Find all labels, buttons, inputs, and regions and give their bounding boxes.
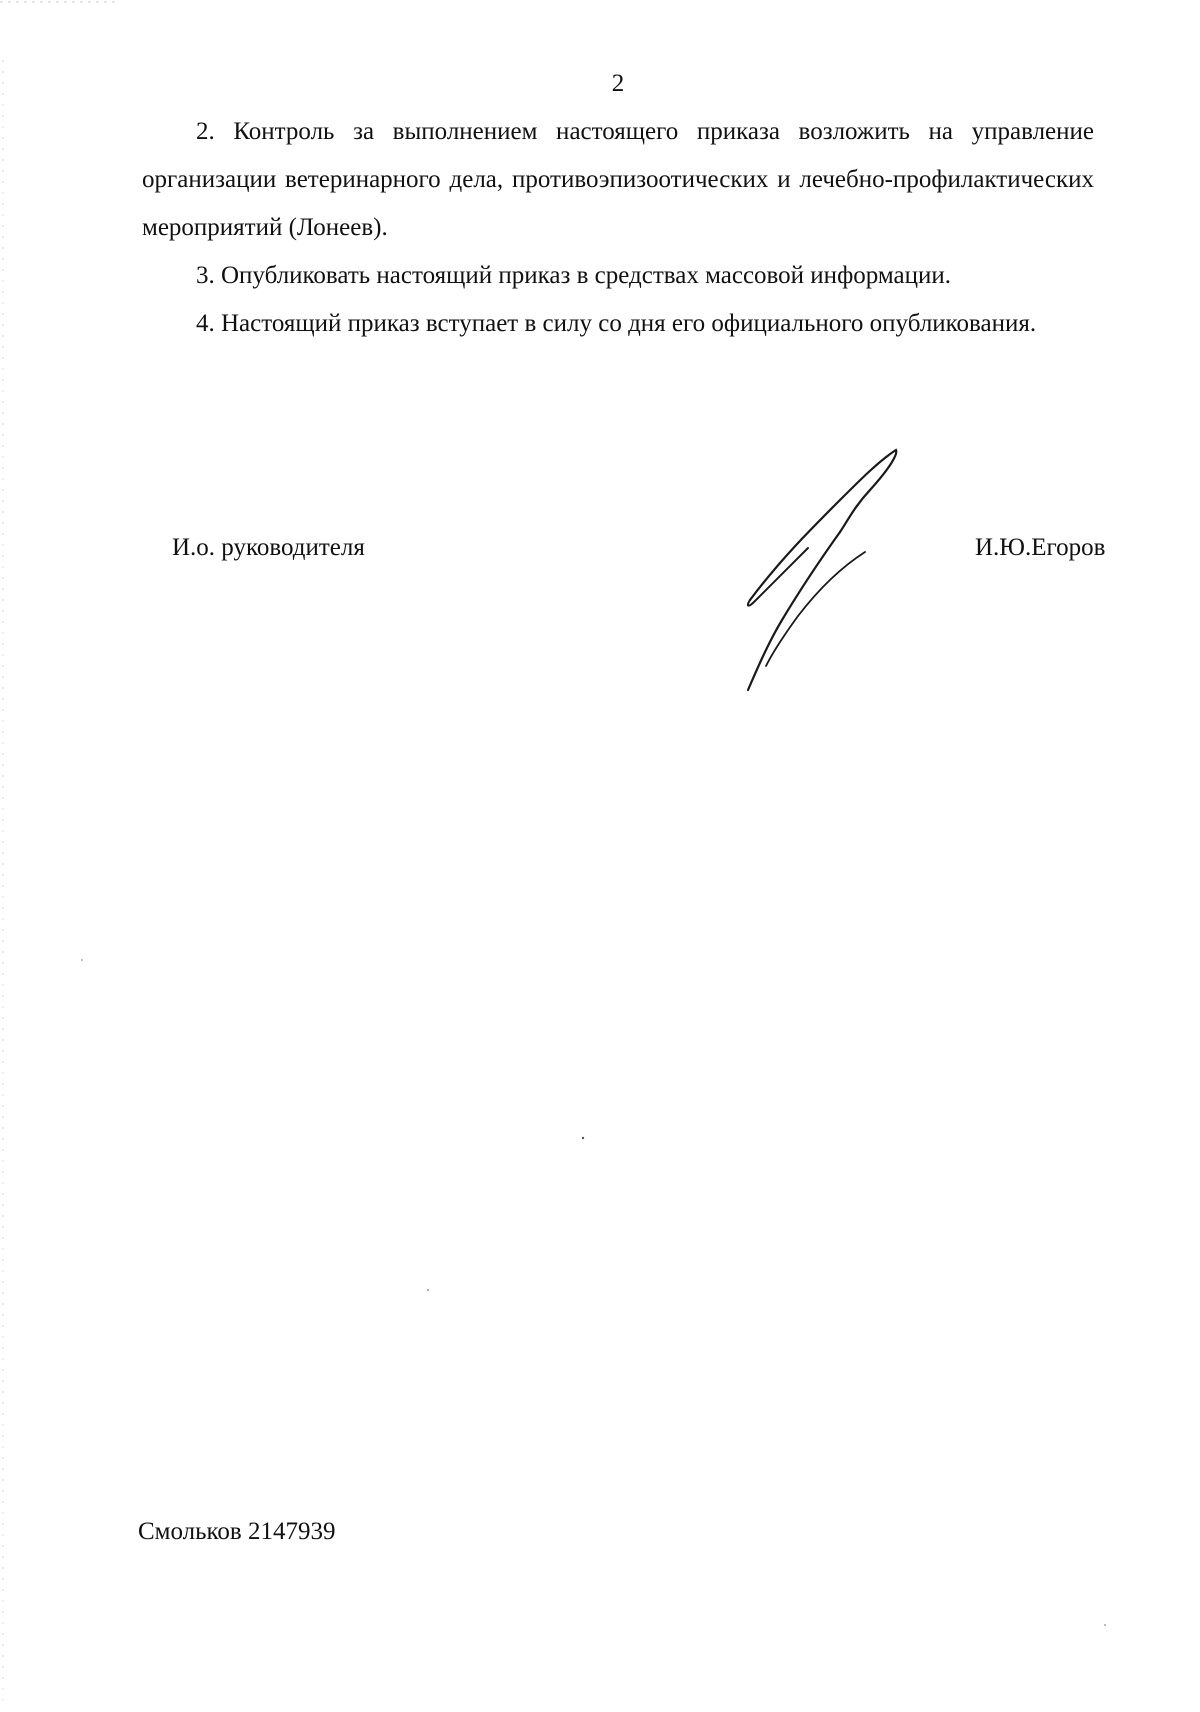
order-body xyxy=(142,108,1094,348)
handwritten-signature xyxy=(720,440,910,710)
paragraph-4: 4. Настоящий приказ вступает в силу со дня его официального опубликования. xyxy=(196,310,1037,337)
paragraph-3: 3. Опубликовать настоящий приказ в средствах массовой информации. xyxy=(196,262,952,289)
signer-name: И.Ю.Егоров xyxy=(975,534,1106,561)
executor-contact: Смольков 2147939 xyxy=(138,1518,336,1545)
signer-title: И.о. руководителя xyxy=(172,534,365,561)
page-number: 2 xyxy=(611,70,625,97)
paragraph-2: 2. Контроль за выполнением настоящего приказа возложить на управление организации ветеринарного дела, противоэпизоотических и лечебно-профилактических мероприятий (Лонеев). xyxy=(142,118,1094,241)
